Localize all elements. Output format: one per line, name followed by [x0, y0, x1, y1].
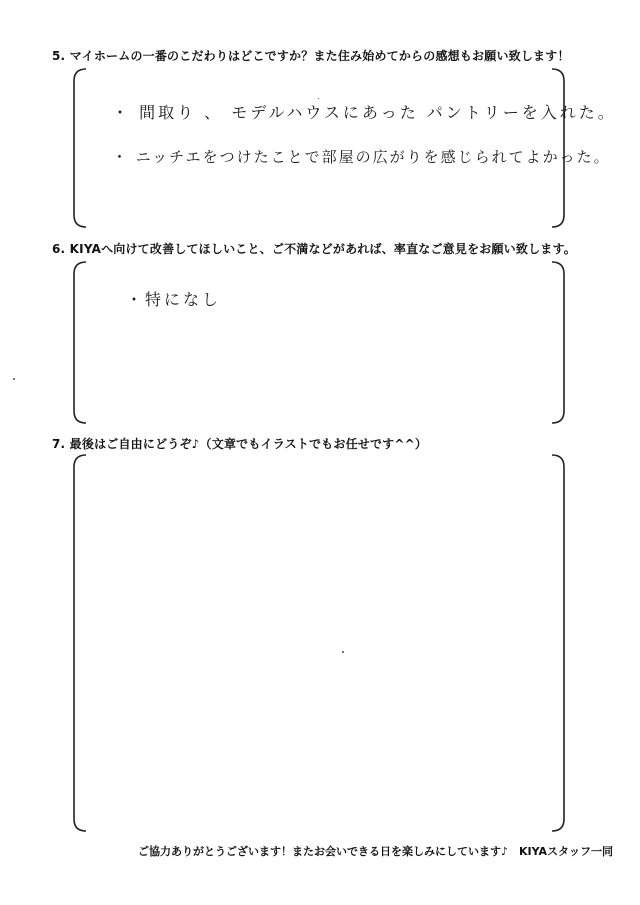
scan-speck: [342, 651, 344, 653]
answer-box-7: [72, 453, 566, 833]
footer-thanks: ご協力ありがとうございます！またお会いできる日を楽しみにしています♪ KIYAスタッフ一同: [138, 845, 614, 858]
answer-box-6: [72, 260, 566, 425]
question-7: 7. 最後はご自由にどうぞ♪（文章でもイラストでもお任せです^^）: [52, 437, 428, 451]
bracket-frame-7: [72, 453, 566, 833]
answer-5-line-2: ・ ニッチエをつけたことで部屋の広がりを感じられてよかった。: [112, 148, 611, 166]
bracket-frame-6: [72, 260, 566, 425]
scan-speck: [13, 378, 15, 380]
scan-speck: [318, 98, 319, 99]
question-5: 5. マイホームの一番のこだわりはどこですか？また住み始めてからの感想もお願い致します！: [52, 49, 570, 63]
answer-6-line-1: ・特になし: [126, 290, 222, 309]
answer-5-line-1: ・ 間取り 、 モデルハウスにあった パントリーを入れた。: [112, 103, 617, 122]
question-6: 6. KIYAへ向けて改善してほしいこと、ご不満などがあれば、率直なご意見をお願い致します。: [52, 242, 576, 256]
